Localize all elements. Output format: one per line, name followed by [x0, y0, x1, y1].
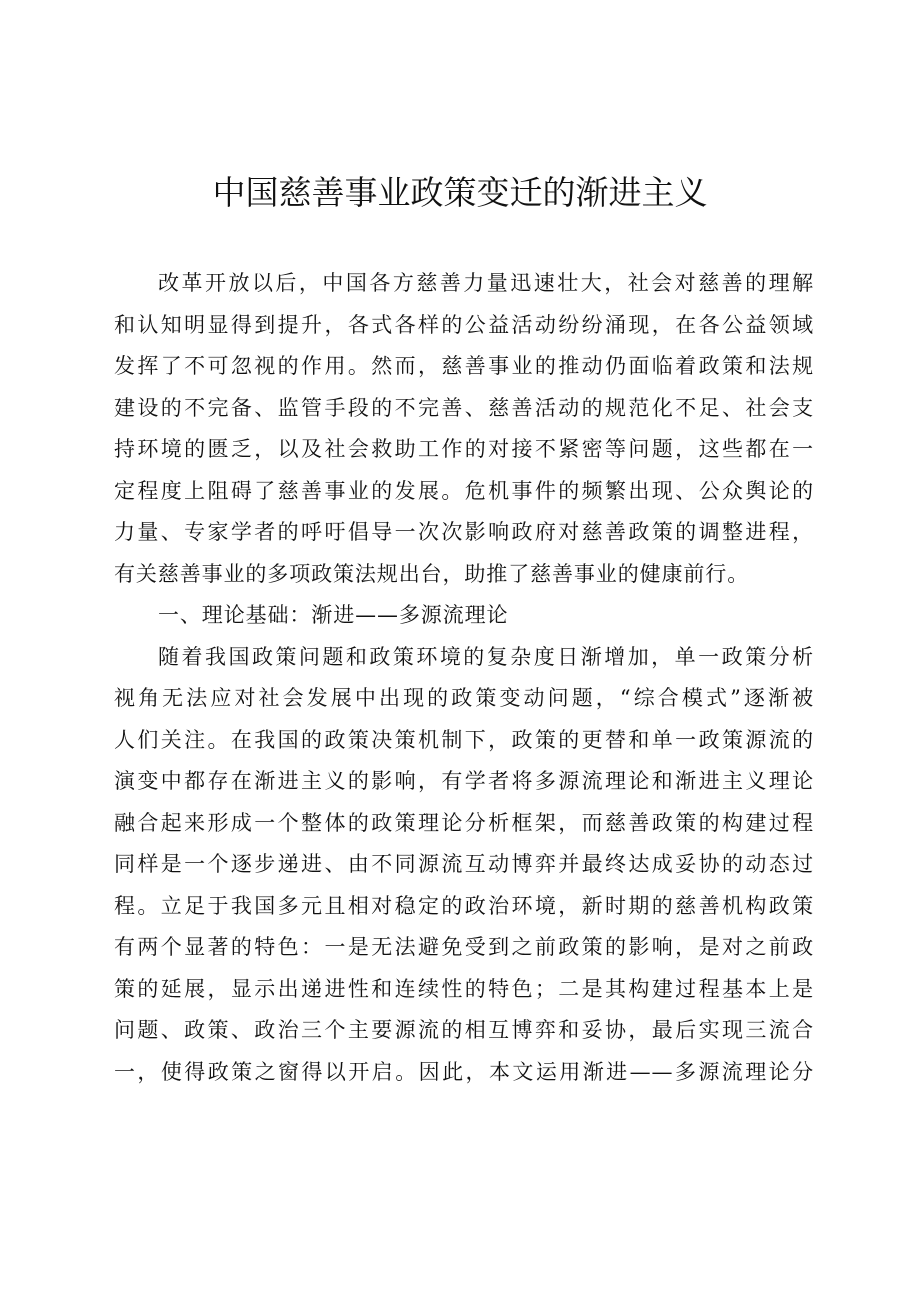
paragraph-1-line: 发挥了不可忽视的作用。然而，慈善事业的推动仍面临着政策和法规 — [114, 354, 814, 378]
document-title: 中国慈善事业政策变迁的渐进主义 — [212, 173, 708, 212]
paragraph-2-line: 问题、政策、政治三个主要源流的相互博弈和妥协，最后实现三流合 — [114, 1018, 814, 1042]
paragraph-2-line: 同样是一个逐步递进、由不同源流互动博弈并最终达成妥协的动态过 — [114, 852, 814, 876]
paragraph-1-line: 改革开放以后，中国各方慈善力量迅速壮大，社会对慈善的理解 — [158, 271, 814, 295]
paragraph-1-line: 有关慈善事业的多项政策法规出台，助推了慈善事业的健康前行。 — [114, 561, 750, 586]
paragraph-2-line: 有两个显著的特色：一是无法避免受到之前政策的影响，是对之前政 — [114, 935, 814, 959]
paragraph-1-line: 力量、专家学者的呼吁倡导一次次影响政府对慈善政策的调整进程， — [114, 520, 814, 544]
paragraph-1-line: 和认知明显得到提升，各式各样的公益活动纷纷涌现，在各公益领域 — [114, 312, 814, 337]
paragraph-2-line: 程。立足于我国多元且相对稳定的政治环境，新时期的慈善机构政策 — [114, 893, 814, 918]
paragraph-1-line: 定程度上阻碍了慈善事业的发展。危机事件的频繁出现、公众舆论的 — [114, 478, 814, 503]
paragraph-2-line: 策的延展，显示出递进性和连续性的特色；二是其构建过程基本上是 — [114, 976, 814, 1001]
paragraph-2-line: 融合起来形成一个整体的政策理论分析框架，而慈善政策的构建过程 — [114, 810, 814, 835]
paragraph-2-line: 演变中都存在渐进主义的影响，有学者将多源流理论和渐进主义理论 — [114, 769, 814, 793]
paragraph-1-line: 持环境的匮乏，以及社会救助工作的对接不紧密等问题，这些都在一 — [114, 437, 814, 461]
paragraph-2-line: 随着我国政策问题和政策环境的复杂度日渐增加，单一政策分析 — [158, 644, 814, 669]
paragraph-2-line: 一，使得政策之窗得以开启。因此，本文运用渐进——多源流理论分 — [114, 1059, 814, 1084]
paragraph-2-line: 视角无法应对社会发展中出现的政策变动问题，“综合模式”逐渐被 — [114, 686, 814, 710]
document-body — [114, 263, 814, 1093]
section-heading: 一、理论基础：渐进——多源流理论 — [158, 603, 509, 627]
paragraph-1-line: 建设的不完备、监管手段的不完善、慈善活动的规范化不足、社会支 — [114, 395, 814, 420]
paragraph-2-line: 人们关注。在我国的政策决策机制下，政策的更替和单一政策源流的 — [114, 727, 814, 752]
